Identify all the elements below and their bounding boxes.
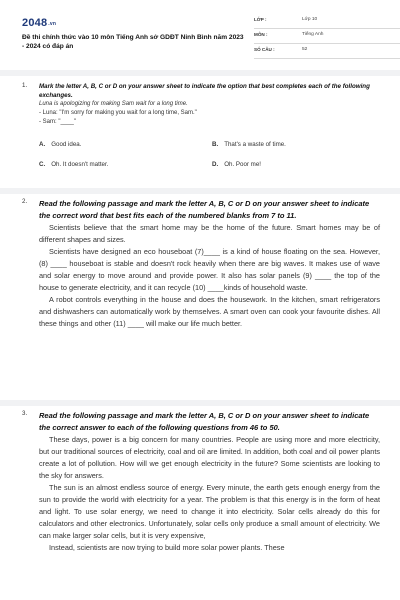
answer-options [39, 133, 380, 169]
logo-suffix: .vn [48, 21, 57, 27]
option-letter: C. [39, 161, 46, 168]
question-number: 2. [22, 198, 28, 205]
logo-text: 2048 [22, 17, 48, 29]
section-divider [0, 188, 400, 194]
dialogue-line: - Sam: "____" [39, 119, 76, 125]
question-number: 1. [22, 82, 28, 89]
meta-value: Lớp 10 [302, 17, 318, 22]
exam-meta [254, 14, 400, 59]
question-body [39, 198, 380, 330]
option-letter: B. [212, 141, 219, 148]
page-title: Đề thi chính thức vào 10 môn Tiếng Anh sở GDĐT Ninh Bình năm 2023 - 2024 có đáp án [22, 34, 244, 50]
meta-row-count [254, 44, 400, 59]
site-logo[interactable] [22, 17, 56, 29]
question-3 [22, 410, 380, 600]
meta-value: 52 [302, 47, 308, 52]
meta-key: SỐ CÂU : [254, 47, 275, 52]
option-c[interactable] [39, 161, 108, 168]
option-letter: A. [39, 141, 46, 148]
question-instruction: Read the following passage and mark the letter A, B, C or D on your answer sheet to indicate the correct word that best fits each of the numbered blanks from 7 to 11. [39, 199, 370, 220]
option-b[interactable] [212, 141, 286, 148]
option-d[interactable] [212, 161, 261, 168]
option-a[interactable] [39, 141, 81, 148]
passage-paragraph: The sun is an almost endless source of energy. Every minute, the earth gets enough energy from the sun to provide the world with electricity for a year. The problem is that this energy is in the form of heat and light. To use solar energy, we need to change it into electricity. Solar cells already do this for calculators and other electronics. Unfortunately, solar cells only produce a small amount of electricity. We can make larger solar cells, but it is very expensive, [39, 483, 380, 540]
question-number: 3. [22, 410, 28, 417]
question-body [39, 82, 380, 169]
question-context: Luna is apologizing for making Sam wait for a long time. [39, 101, 188, 107]
option-text: Oh. It doesn't matter. [51, 161, 109, 168]
passage-paragraph: A robot controls everything in the house and does the housework. In the kitchen, smart refrigerators and dishwashers can automatically work by themselves. A smart oven can cook your favourite dishes. All these things and other (11) ____ will make our life much better. [39, 295, 380, 328]
dialogue-line: - Luna: "I'm sorry for making you wait for a long time, Sam." [39, 110, 197, 116]
meta-row-class [254, 14, 400, 29]
passage-paragraph: Scientists have designed an eco houseboat (7)____ is a kind of house floating on the sea. However, (8) ____ houseboat is stable and doesn't rock heavily when there are big waves. It makes use of wave and solar energy to move around and provide power. It also has solar panels (9) ____ the top of the house to generate electricity, and it can recycle (10) ____kinds of household waste. [39, 247, 380, 292]
question-instruction: Read the following passage and mark the letter A, B, C or D on your answer sheet to indicate the correct answer to each of the following questions from 46 to 50. [39, 411, 370, 432]
meta-key: MÔN : [254, 32, 268, 37]
meta-value: Tiếng Anh [302, 32, 324, 37]
option-text: Good idea. [51, 141, 82, 148]
question-2 [22, 198, 380, 398]
meta-row-subject [254, 29, 400, 44]
option-text: Oh. Poor me! [224, 161, 261, 168]
question-1 [22, 82, 380, 186]
question-instruction: Mark the letter A, B, C or D on your answer sheet to indicate the option that best completes each of the following exchanges. [39, 83, 370, 99]
question-body [39, 410, 380, 554]
passage-paragraph: These days, power is a big concern for many countries. People are using more and more electricity, but our traditional sources of electricity, coal and oil are limited. In addition, both coal and oil power plants create a lot of pollution. How will we get enough electricity in the future? Some scientists are looking to the sky for answers. [39, 435, 380, 480]
meta-key: LỚP : [254, 17, 267, 22]
document-header [22, 14, 382, 62]
passage-paragraph: Scientists believe that the smart home may be the home of the future. Smart homes may be of different shapes and sizes. [39, 223, 380, 244]
option-text: That's a waste of time. [224, 141, 286, 148]
section-divider [0, 400, 400, 406]
passage-paragraph: Instead, scientists are now trying to build more solar power plants. These [49, 543, 285, 552]
section-divider [0, 70, 400, 76]
option-letter: D. [212, 161, 219, 168]
